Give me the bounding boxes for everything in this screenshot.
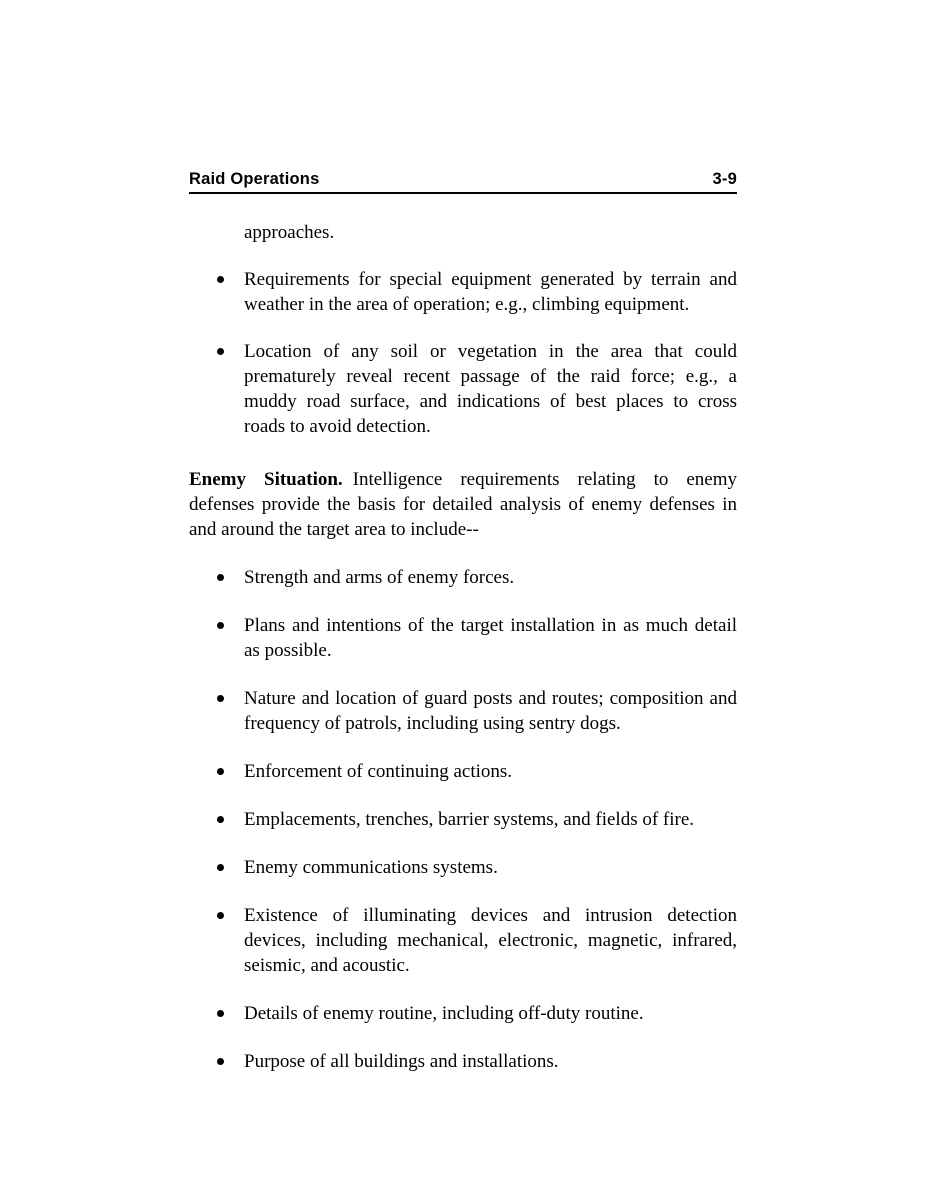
list-item-text: Location of any soil or vegetation in the area that could prematurely reveal recent passage of the raid force; e.g., a muddy road surface, and indications of best places to cross roads to avoid detection.	[244, 341, 737, 437]
enemy-situation-section	[189, 565, 737, 1074]
bullet-dot-icon	[217, 768, 224, 775]
running-header	[189, 170, 737, 194]
bullet-dot-icon	[217, 912, 224, 919]
list-item	[189, 903, 737, 978]
list-item	[189, 267, 737, 317]
enemy-situation-heading: Enemy Situation.	[189, 469, 343, 490]
bullet-dot-icon	[217, 574, 224, 581]
page-number: 3-9	[712, 170, 737, 188]
header-title: Raid Operations	[189, 170, 320, 188]
list-item	[189, 759, 737, 784]
list-item	[189, 686, 737, 736]
list-item-text: Details of enemy routine, including off-duty routine.	[244, 1003, 644, 1024]
enemy-situation-text: Intelligence requirements relating to enemy defenses provide the basis for detailed analysis of enemy defenses in and around the target area to include--	[189, 469, 737, 540]
list-item-text: Purpose of all buildings and installations.	[244, 1051, 559, 1072]
list-item-text: Enemy communications systems.	[244, 857, 498, 878]
enemy-situation-paragraph	[189, 467, 737, 542]
list-item-text: Strength and arms of enemy forces.	[244, 567, 515, 588]
list-item	[189, 807, 737, 832]
list-item-text: Emplacements, trenches, barrier systems, and fields of fire.	[244, 809, 695, 830]
list-item	[189, 565, 737, 590]
bullet-dot-icon	[217, 348, 224, 355]
bullet-dot-icon	[217, 1010, 224, 1017]
bullet-dot-icon	[217, 1058, 224, 1065]
list-item	[189, 613, 737, 663]
bullet-dot-icon	[217, 695, 224, 702]
list-item	[189, 339, 737, 439]
list-item	[189, 1049, 737, 1074]
list-item	[189, 1001, 737, 1026]
list-item-text: Existence of illuminating devices and intrusion detection devices, including mechanical, electronic, magnetic, infrared, seismic, and acoustic.	[244, 905, 737, 976]
list-item-text: Requirements for special equipment generated by terrain and weather in the area of operation; e.g., climbing equipment.	[244, 269, 737, 315]
bullet-dot-icon	[217, 276, 224, 283]
continued-text: approaches.	[244, 222, 335, 243]
page-content	[189, 170, 737, 1074]
bullet-dot-icon	[217, 816, 224, 823]
terrain-bullet-list	[189, 267, 737, 439]
list-item-text: Plans and intentions of the target installation in as much detail as possible.	[244, 615, 737, 661]
bullet-dot-icon	[217, 622, 224, 629]
list-item-text: Nature and location of guard posts and routes; composition and frequency of patrols, including using sentry dogs.	[244, 688, 737, 734]
bullet-dot-icon	[217, 864, 224, 871]
list-item	[189, 855, 737, 880]
list-item-text: Enforcement of continuing actions.	[244, 761, 513, 782]
enemy-bullet-list	[189, 565, 737, 1074]
